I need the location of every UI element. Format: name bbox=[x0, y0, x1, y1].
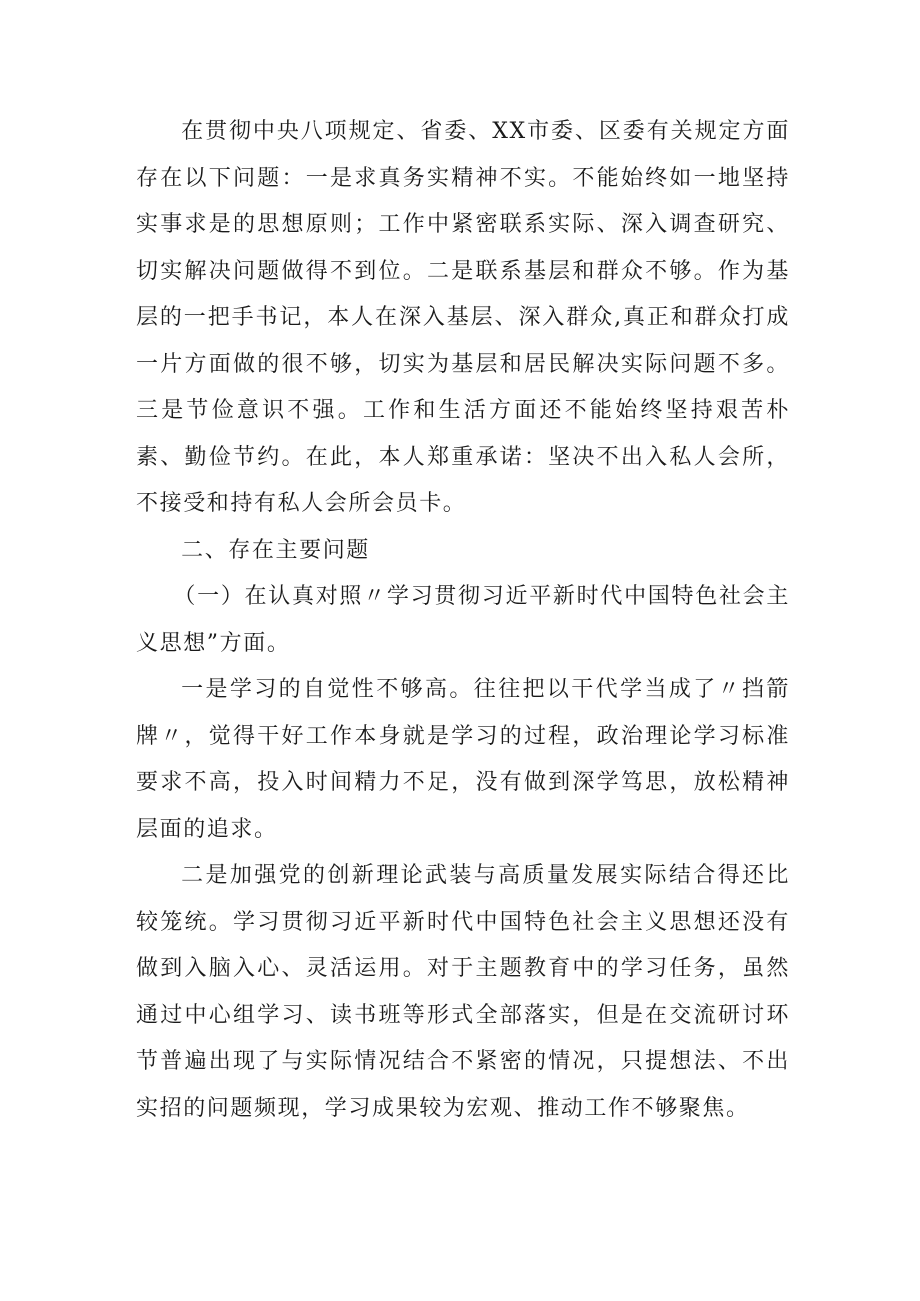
document-body bbox=[136, 109, 790, 1132]
subsection-heading-1: （一）在认真对照〃学习贯彻习近平新时代中国特色社会主义思想”方面。 bbox=[136, 584, 790, 656]
paragraph-eight-regulations: 在贯彻中央八项规定、省委、XX市委、区委有关规定方面存在以下问题：一是求真务实精神不实。不能始终如一地坚持实事求是的思想原则；工作中紧密联系实际、深入调查研究、切实解决问题做得不到位。二是联系基层和群众不够。作为基层的一把手书记，本人在深入基层、深入群众,真正和群众打成一片方面做的很不够，切实为基层和居民解决实际问题不多。三是节俭意识不强。工作和生活方面还不能始终坚持艰苦朴素、勤俭节约。在此，本人郑重承诺：坚决不出入私人会所，不接受和持有私人会所会员卡。 bbox=[136, 119, 790, 516]
paragraph-study-consciousness: 一是学习的自觉性不够高。往往把以干代学当成了〃挡箭牌〃，觉得干好工作本身就是学习的过程，政治理论学习标准要求不高，投入时间精力不足，没有做到深学笃思，放松精神层面的追求。 bbox=[136, 677, 790, 842]
section-heading-main-problems: 二、存在主要问题 bbox=[181, 537, 370, 563]
paragraph-theory-integration: 二是加强党的创新理论武装与高质量发展实际结合得还比较笼统。学习贯彻习近平新时代中国特色社会主义思想还没有做到入脑入心、灵活运用。对于主题教育中的学习任务，虽然通过中心组学习、读书班等形式全部落实，但是在交流研讨环节普遍出现了与实际情况结合不紧密的情况，只提想法、不出实招的问题频现，学习成果较为宏观、推动工作不够聚焦。 bbox=[136, 863, 790, 1121]
